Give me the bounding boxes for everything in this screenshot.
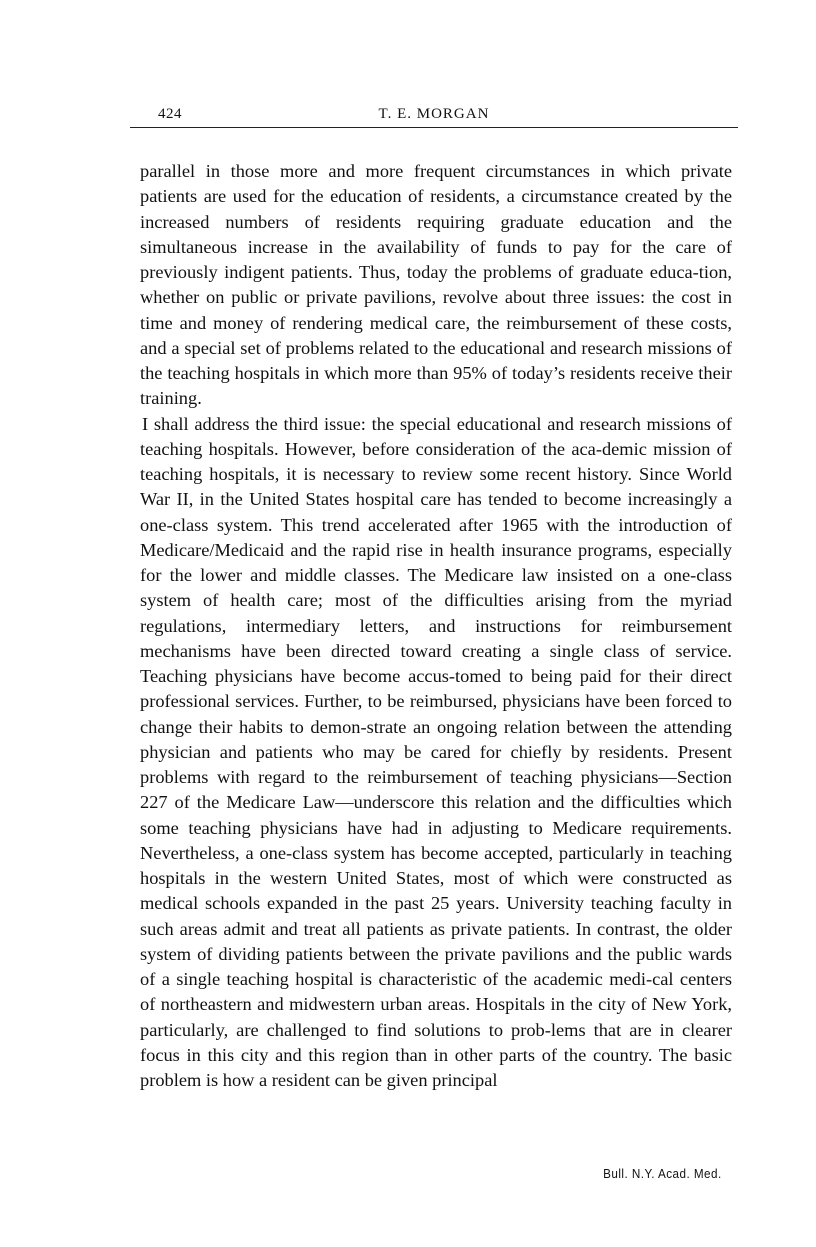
paragraph: parallel in those more and more frequent circumstances in which private patients are used for the education of residents, a circumstance created by the increased numbers of residents requiring graduate education and the simultaneous increase in the availability of funds to pay for the care of previously indigent patients. Thus, today the problems of graduate educa-tion, whether on public or private pavilions, revolve about three issues: the cost in time and money of rendering medical care, the reimbursement of these costs, and a special set of problems related to the educational and research missions of the teaching hospitals in which more than 95% of today’s residents receive their training. <box>140 161 732 409</box>
page-number: 424 <box>158 106 182 122</box>
page-header <box>130 106 738 128</box>
paragraph: I shall address the third issue: the special educational and research missions of teaching hospitals. However, before consideration of the aca-demic mission of teaching hospitals, it is necessary to review some recent history. Since World War II, in the United States hospital care has tended to become increasingly a one-class system. This trend accelerated after 1965 with the introduction of Medicare/Medicaid and the rapid rise in health insurance programs, especially for the lower and middle classes. The Medicare law insisted on a one-class system of health care; most of the difficulties arising from the myriad regulations, intermediary letters, and instructions for reimbursement mechanisms have been directed toward creating a single class of service. Teaching physicians have become accus-tomed to being paid for their direct professional services. Further, to be reimbursed, physicians have been forced to change their habits to demon-strate an ongoing relation between the attending physician and patients who may be cared for chiefly by residents. Present problems with regard to the reimbursement of teaching physicians—Section 227 of the Medicare Law—underscore this relation and the difficulties which some teaching physicians have had in adjusting to Medicare requirements. Nevertheless, a one-class system has become accepted, particularly in teaching hospitals in the western United States, most of which were constructed as medical schools expanded in the past 25 years. University teaching faculty in such areas admit and treat all patients as private patients. In contrast, the older system of dividing patients between the private pavilions and the public wards of a single teaching hospital is characteristic of the academic medi-cal centers of northeastern and midwestern urban areas. Hospitals in the city of New York, particularly, are challenged to find solutions to prob-lems that are in clearer focus in this city and this region than in other parts of the country. The basic problem is how a resident can be given principal <box>140 413 732 1090</box>
header-rule <box>130 127 738 128</box>
journal-footer: Bull. N.Y. Acad. Med. <box>603 1166 722 1181</box>
running-head-author: T. E. MORGAN <box>378 106 490 122</box>
article-body <box>140 159 732 1093</box>
